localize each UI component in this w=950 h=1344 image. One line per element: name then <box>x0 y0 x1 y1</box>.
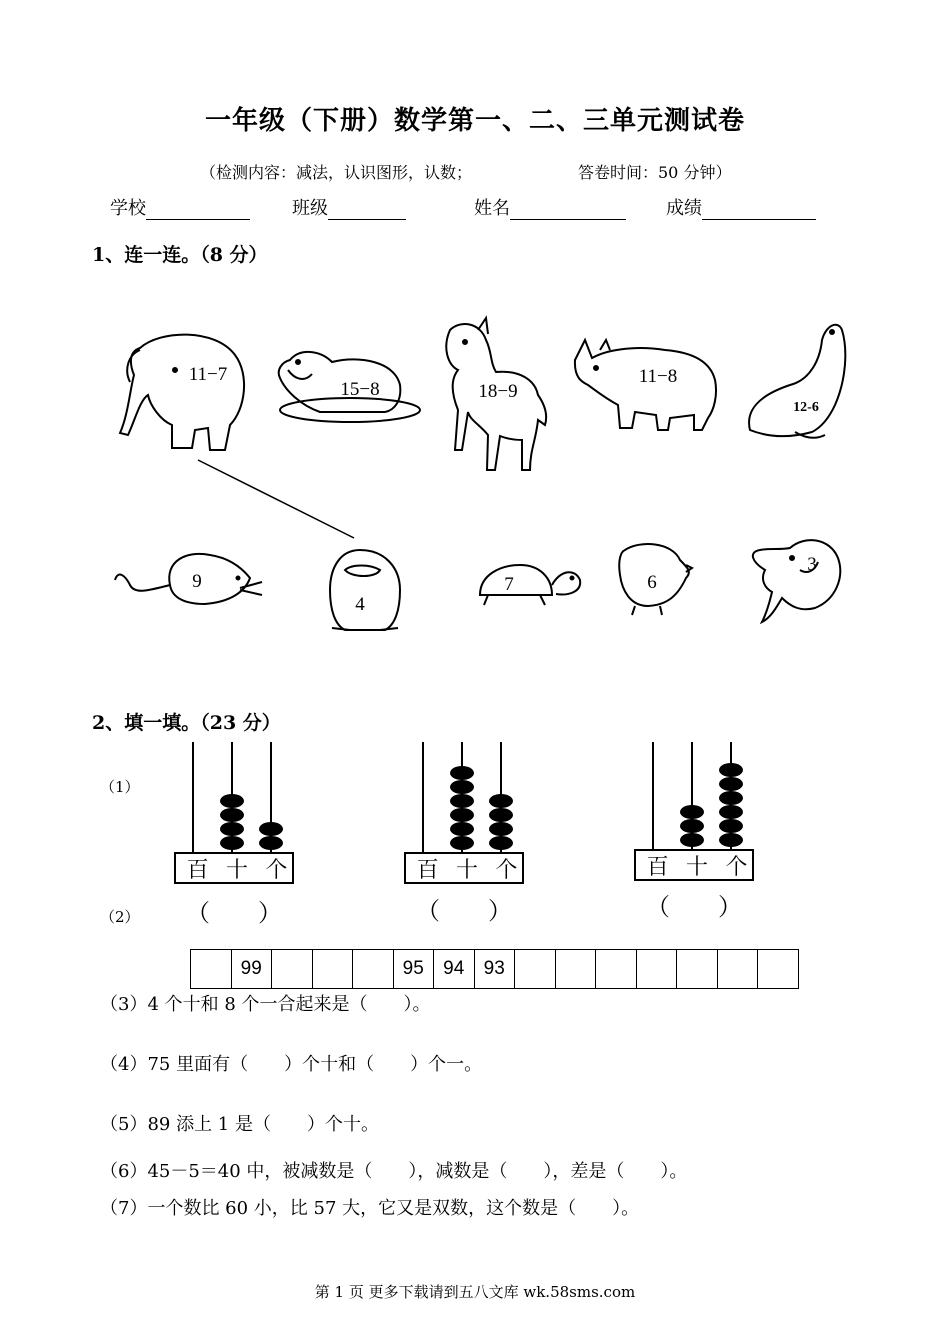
abacus-bead <box>680 833 704 847</box>
abacus-bead <box>450 780 474 794</box>
abacus-bead <box>680 819 704 833</box>
seal-expr: 12-6 <box>793 400 819 415</box>
abacus-bead <box>450 766 474 780</box>
elephant-icon <box>120 335 244 450</box>
subtitle-content: （检测内容：减法，认识图形，认数； <box>200 163 473 182</box>
example-connection-line <box>198 460 354 538</box>
elephant-expr: 11−7 <box>188 364 228 385</box>
hundreds-label: 百 <box>416 858 439 883</box>
turtle-num: 7 <box>504 574 514 595</box>
dolphin-icon <box>753 540 840 622</box>
q7-text: （7）一个数比 60 小，比 57 大，它又是双数，这个数是（ ）。 <box>100 1198 640 1219</box>
abacus-bead <box>220 794 244 808</box>
page-footer: 第 1 页 更多下载请到五八文库 wk.58sms.com <box>314 1283 636 1301</box>
q4-text: （4）75 里面有（ ）个十和（ ）个一。 <box>100 1054 483 1075</box>
tens-label: 十 <box>455 858 478 883</box>
abacus-bead <box>220 836 244 850</box>
number-cell[interactable] <box>272 950 313 989</box>
score-field[interactable]: 成绩 <box>666 194 816 220</box>
ones-label: 个 <box>265 858 288 883</box>
abacus-bead <box>489 808 513 822</box>
matching-area <box>0 300 950 645</box>
ones-label: 个 <box>725 855 748 880</box>
abacus-2-labels <box>408 853 526 884</box>
number-cell[interactable] <box>596 950 637 989</box>
number-cell[interactable] <box>758 950 799 989</box>
abacus-3-labels <box>638 850 756 881</box>
abacus-bead <box>719 763 743 777</box>
abacus-bead <box>489 794 513 808</box>
rhino-expr: 11−8 <box>638 366 678 387</box>
hundreds-label: 百 <box>646 855 669 880</box>
q3-text: （3）4 个十和 8 个一合起来是（ ）。 <box>100 994 431 1015</box>
abacus-2-answer[interactable]: （ ） <box>416 897 512 925</box>
abacus-bead <box>489 822 513 836</box>
horse-expr: 18−9 <box>478 381 518 402</box>
abacus-bead <box>220 808 244 822</box>
school-field[interactable]: 学校 <box>110 194 250 220</box>
abacus-bead <box>680 805 704 819</box>
hippo-expr: 15−8 <box>340 379 380 400</box>
abacus-1-answer[interactable]: （ ） <box>186 899 282 927</box>
abacus-bead <box>450 794 474 808</box>
abacus-bead <box>259 836 283 850</box>
penguin-icon <box>330 550 400 630</box>
number-cell: 94 <box>434 950 475 989</box>
number-cell[interactable] <box>636 950 677 989</box>
chick-num: 6 <box>647 572 657 593</box>
turtle-icon <box>480 565 580 605</box>
abacus-bead <box>220 822 244 836</box>
penguin-num: 4 <box>355 594 365 615</box>
abacus-bead <box>719 819 743 833</box>
abacus-bead <box>450 836 474 850</box>
ones-label: 个 <box>495 858 518 883</box>
subtitle-time: 答卷时间：50 分钟） <box>578 163 732 182</box>
number-cell[interactable] <box>312 950 353 989</box>
number-cell[interactable] <box>191 950 232 989</box>
section2-heading: 2、填一填。（23 分） <box>92 712 281 734</box>
hundreds-label: 百 <box>186 858 209 883</box>
number-cell: 93 <box>474 950 515 989</box>
abacus-bead <box>719 805 743 819</box>
abacus-bead <box>489 836 513 850</box>
number-cell: 95 <box>393 950 434 989</box>
number-cell[interactable] <box>717 950 758 989</box>
q1-label: （1） <box>100 778 140 796</box>
abacus-bead <box>450 808 474 822</box>
q2-label: （2） <box>100 908 140 926</box>
number-cell[interactable] <box>677 950 718 989</box>
abacus-bead <box>450 822 474 836</box>
abacus-1-labels <box>178 853 296 884</box>
abacus-bead <box>259 822 283 836</box>
dolphin-num: 3 <box>807 554 817 575</box>
number-cell[interactable] <box>515 950 556 989</box>
number-cell: 99 <box>231 950 272 989</box>
number-cell[interactable] <box>353 950 394 989</box>
seal-icon <box>749 325 845 438</box>
abacus-bead <box>719 777 743 791</box>
mouse-num: 9 <box>192 571 202 592</box>
page-title: 一年级（下册）数学第一、二、三单元测试卷 <box>204 106 745 136</box>
q6-text: （6）45－5＝40 中，被减数是（ ），减数是（ ），差是（ ）。 <box>100 1161 688 1182</box>
number-sequence-table <box>190 949 799 989</box>
tens-label: 十 <box>685 855 708 880</box>
mouse-icon <box>115 554 262 604</box>
class-field[interactable]: 班级 <box>292 194 406 220</box>
section1-heading: 1、连一连。（8 分） <box>92 244 268 266</box>
tens-label: 十 <box>225 858 248 883</box>
number-cell[interactable] <box>555 950 596 989</box>
q5-text: （5）89 添上 1 是（ ）个十。 <box>100 1114 379 1135</box>
name-field[interactable]: 姓名 <box>474 194 626 220</box>
abacus-bead <box>719 833 743 847</box>
abacus-bead <box>719 791 743 805</box>
abacus-3-answer[interactable]: （ ） <box>646 893 742 921</box>
